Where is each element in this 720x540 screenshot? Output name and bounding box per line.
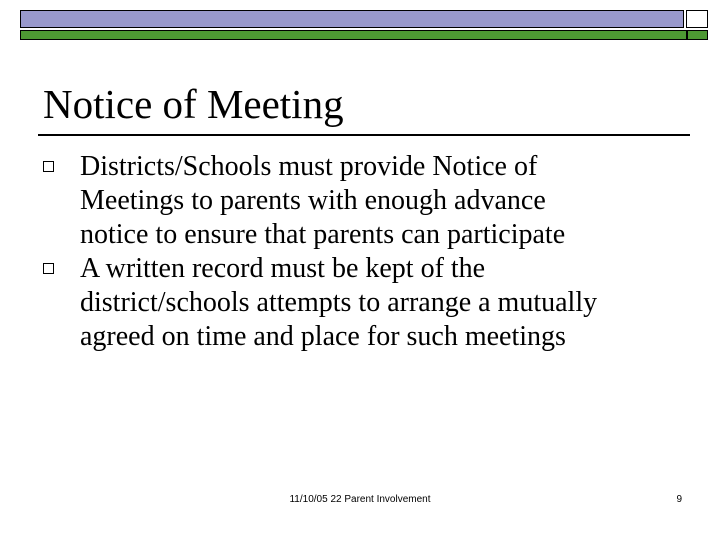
bullet-text: Districts/Schools must provide Notice of Meetings to parents with enough advance notice to ensure that parents can participate [80, 151, 566, 250]
slide-title: Notice of Meeting [43, 81, 344, 127]
title-underline [38, 134, 690, 136]
top-bar-square [686, 10, 708, 28]
top-bar-strip [20, 30, 708, 40]
hollow-square-bullet-icon [43, 161, 54, 172]
top-bar-strip-divider [686, 30, 688, 40]
slide-page-number: 9 [676, 494, 682, 505]
top-bar-block [20, 10, 684, 28]
bullet-item [0, 252, 720, 354]
bullet-list [0, 150, 720, 354]
slide-footer: 11/10/05 22 Parent Involvement [289, 494, 431, 505]
top-decoration-bar [20, 10, 710, 40]
hollow-square-bullet-icon [43, 263, 54, 274]
bullet-item [0, 150, 720, 252]
bullet-text: A written record must be kept of the district/schools attempts to arrange a mutually agreed on time and place for such meetings [80, 253, 598, 352]
